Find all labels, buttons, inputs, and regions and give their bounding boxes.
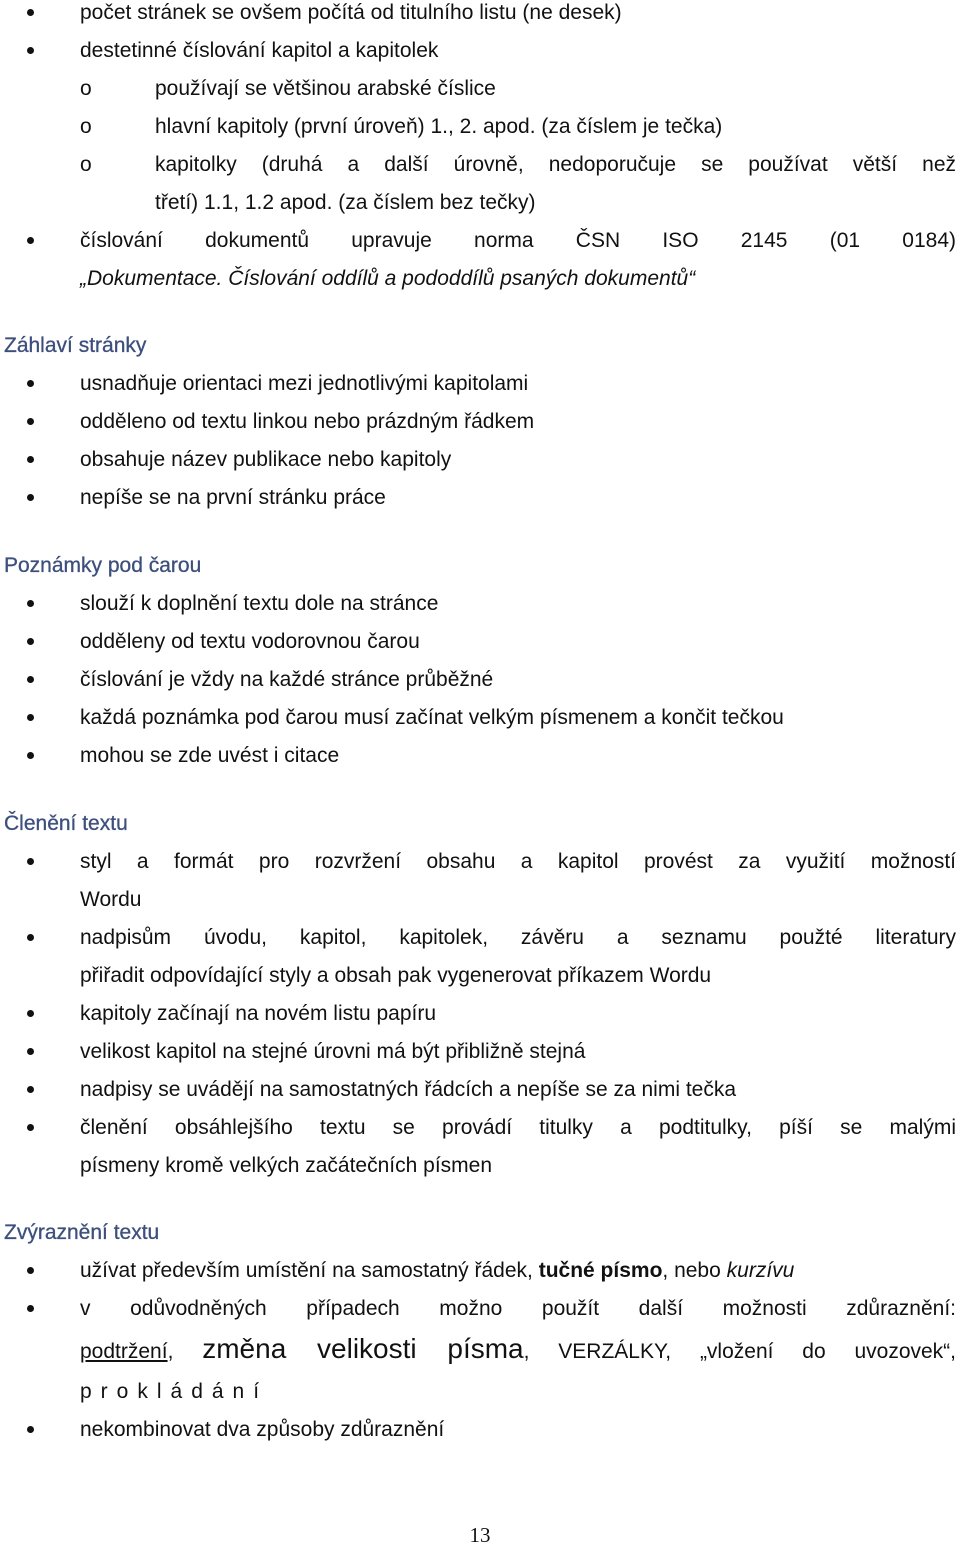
list-item: odděleny od textu vodorovnou čarou [0,623,960,661]
bullet-icon [27,934,34,941]
list-item: usnadňuje orientaci mezi jednotlivými kapitolami [0,365,960,403]
bullet-icon [27,1124,34,1131]
bullet-icon [27,1086,34,1093]
quote-sample: „vložení do uvozovek“, [699,1340,957,1363]
spaced-sample: prokládání [80,1380,269,1403]
bullet-icon [27,600,34,607]
section-title: Zvýraznění textu [4,1221,160,1244]
circle-bullet-icon: o [80,77,92,100]
circle-bullet-icon: o [80,153,92,176]
numbering-block [0,0,960,298]
sub-list-item: o používají se většinou arabské číslice [0,70,960,108]
bullet-icon [27,676,34,683]
section-footnotes [0,547,960,775]
list-item: členění obsáhlejšího textu se provádí titulky a podtitulky, píší se malými [0,1109,960,1147]
list-item: nadpisy se uvádějí na samostatných řádcích a nepíše se za nimi tečka [0,1071,960,1109]
page-number: 13 [469,1523,491,1547]
list-item-continuation: podtržení, změna velikosti písma, VERZÁLKY, „vložení do uvozovek“, [80,1333,957,1364]
list-item: nepíše se na první stránku práce [0,479,960,517]
bullet-icon [27,1048,34,1055]
bullet-icon [27,1267,34,1274]
list-item: destetinné číslování kapitol a kapitolek [0,32,960,70]
bullet-icon [27,1010,34,1017]
list-item: obsahuje název publikace nebo kapitoly [0,441,960,479]
sub-list-item: o kapitolky (druhá a další úrovně, nedoporučuje se používat větší než [0,146,960,184]
section-title: Členění textu [4,812,128,835]
list-item: číslování dokumentů upravuje norma ČSN ISO 2145 (01 0184) [0,222,960,260]
bold-sample: tučné písmo [538,1259,663,1282]
list-item: číslování je vždy na každé stránce průběžné [0,661,960,699]
bullet-icon [27,380,34,387]
list-item: mohou se zde uvést i citace [0,737,960,775]
bullet-icon [27,714,34,721]
bullet-icon [27,237,34,244]
section-structure [0,805,960,1185]
section-header [0,327,960,517]
bullet-icon [27,47,34,54]
bullet-icon [27,752,34,759]
section-title: Poznámky pod čarou [4,554,202,577]
list-item: kapitoly začínají na novém listu papíru [0,995,960,1033]
bullet-icon [27,456,34,463]
italic-sample: kurzívu [726,1259,795,1282]
list-item: užívat především umístění na samostatný řádek, tučné písmo, nebo kurzívu [0,1252,960,1290]
bullet-icon [27,1305,34,1312]
list-item: slouží k doplnění textu dole na stránce [0,585,960,623]
list-item: v odůvodněných případech možno použít další možnosti zdůraznění: [0,1290,960,1328]
list-item: styl a formát pro rozvržení obsahu a kapitol provést za využití možností [0,843,960,881]
list-item: odděleno od textu linkou nebo prázdným řádkem [0,403,960,441]
list-item-continuation: Wordu [80,888,142,911]
list-item-continuation: přiřadit odpovídající styly a obsah pak vygenerovat příkazem Wordu [80,964,712,987]
list-item: nadpisům úvodu, kapitol, kapitolek, závěru a seznamu použté literatury [0,919,960,957]
section-title: Záhlaví stránky [4,334,147,357]
bullet-icon [27,9,34,16]
bullet-icon [27,494,34,501]
bullet-icon [27,1426,34,1433]
list-item-continuation [0,1373,960,1411]
list-item: počet stránek se ovšem počítá od titulního listu (ne desek) [0,0,960,32]
sub-list-item: o hlavní kapitoly (první úroveň) 1., 2. apod. (za číslem je tečka) [0,108,960,146]
sub-list-item-continuation: třetí) 1.1, 1.2 apod. (za číslem bez tečky) [155,191,536,214]
list-item-continuation: „Dokumentace. Číslování oddílů a pododdílů psaných dokumentů“ [80,267,696,290]
bullet-icon [27,858,34,865]
circle-bullet-icon: o [80,115,92,138]
bullet-icon [27,638,34,645]
bullet-icon [27,418,34,425]
list-item: každá poznámka pod čarou musí začínat velkým písmenem a končit tečkou [0,699,960,737]
section-emphasis [0,1214,960,1449]
list-item-continuation: písmeny kromě velkých začátečních písmen [80,1154,493,1177]
size-sample: změna velikosti písma [202,1333,524,1364]
list-item: velikost kapitol na stejné úrovni má být přibližně stejná [0,1033,960,1071]
caps-sample: VERZÁLKY [558,1340,666,1363]
list-item: nekombinovat dva způsoby zdůraznění [0,1411,960,1449]
underline-sample: podtržení [80,1340,168,1363]
